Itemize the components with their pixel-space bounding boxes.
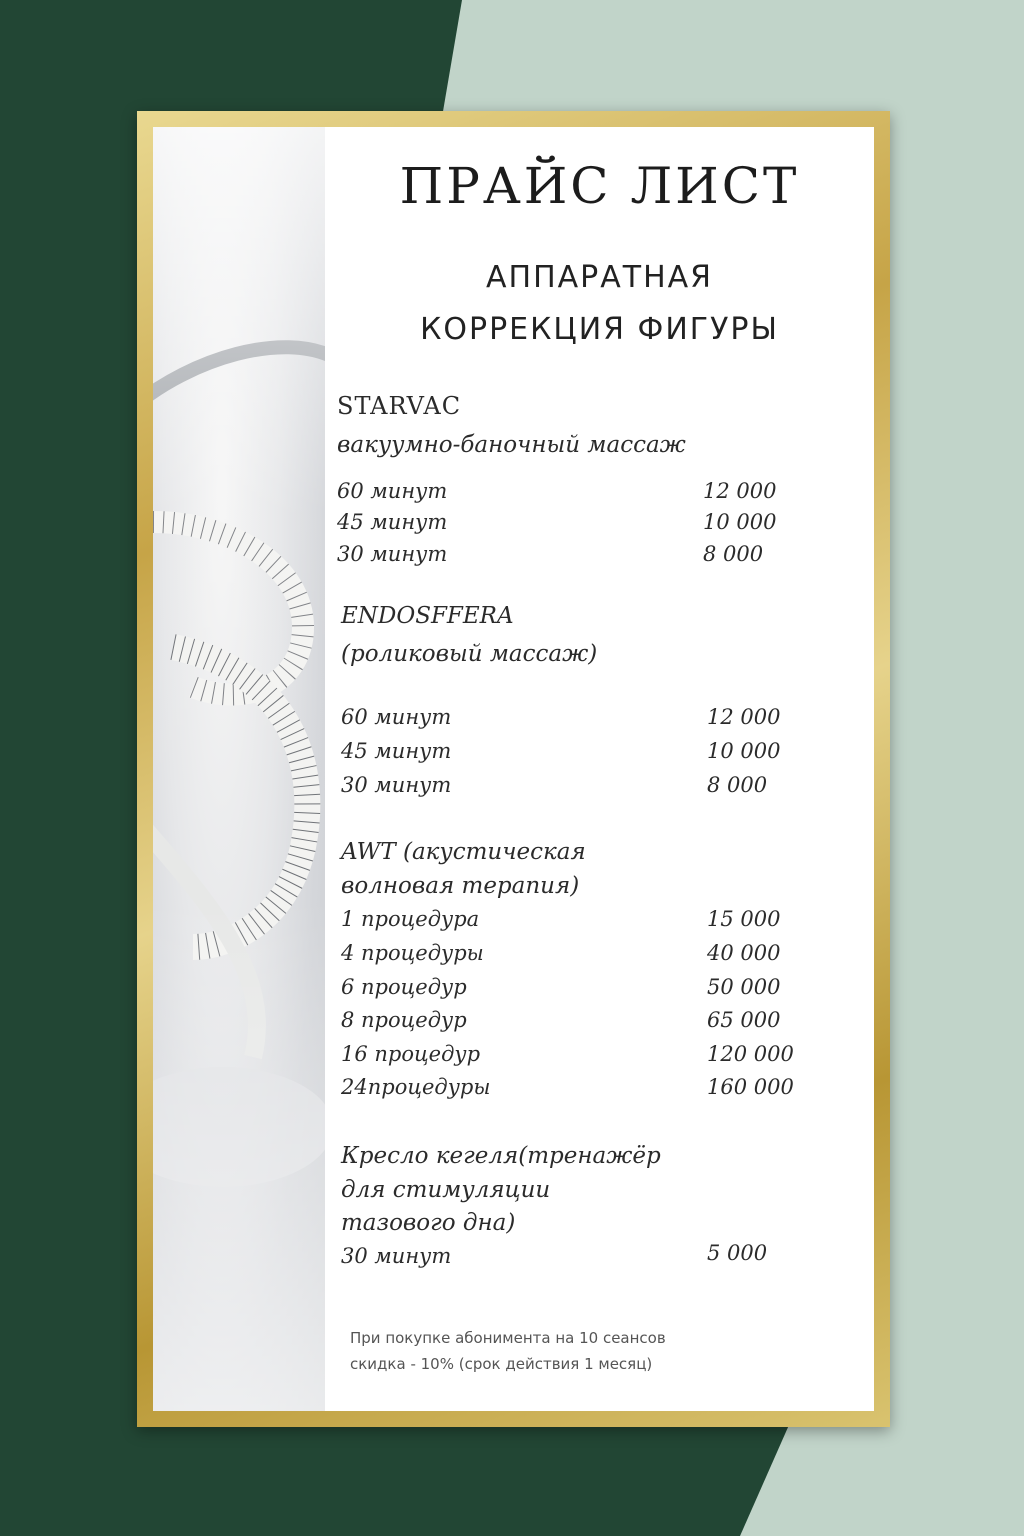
- price-row-label: 1 процедура: [341, 907, 480, 931]
- price-row-value: 8 000: [703, 542, 764, 566]
- section-subheading-kegel: тазового дна): [341, 1210, 516, 1236]
- section-heading-endosffera: ENDOSFFERA: [341, 603, 514, 629]
- price-row-label: 24процедуры: [341, 1075, 491, 1099]
- section-heading-starvac: STARVAC: [337, 392, 462, 420]
- price-row-label: 60 минут: [337, 479, 448, 503]
- page-subtitle: [325, 252, 874, 356]
- price-row-label: 45 минут: [337, 510, 448, 534]
- measuring-tape-photo: [153, 127, 325, 1411]
- price-row-value: 5 000: [707, 1241, 768, 1265]
- price-row-value: 10 000: [707, 739, 781, 763]
- price-row-value: 12 000: [703, 479, 777, 503]
- measuring-tape-illustration: [153, 127, 325, 1411]
- price-row-label: 6 процедур: [341, 975, 467, 999]
- note-line: При покупке абонимента на 10 сеансов: [350, 1329, 666, 1347]
- price-row-label: 45 минут: [341, 739, 452, 763]
- price-row-value: 12 000: [707, 705, 781, 729]
- price-row-value: 40 000: [707, 941, 781, 965]
- price-row-value: 160 000: [707, 1075, 794, 1099]
- price-row-label: 30 минут: [341, 1244, 452, 1268]
- section-subheading-starvac: вакуумно-баночный массаж: [337, 432, 686, 458]
- section-subheading-kegel: для стимуляции: [341, 1177, 551, 1203]
- subtitle-line: КОРРЕКЦИЯ ФИГУРЫ: [420, 312, 779, 347]
- price-row-value: 15 000: [707, 907, 781, 931]
- price-row-value: 50 000: [707, 975, 781, 999]
- gold-frame: [137, 111, 890, 1427]
- section-heading-kegel: Кресло кегеля(тренажёр: [341, 1143, 661, 1169]
- subtitle-line: АППАРАТНАЯ: [485, 260, 714, 295]
- page-title: ПРАЙС ЛИСТ: [399, 157, 800, 215]
- price-list-card: [153, 127, 874, 1411]
- price-row-label: 8 процедур: [341, 1008, 467, 1032]
- price-row-value: 120 000: [707, 1042, 794, 1066]
- price-row-label: 30 минут: [341, 773, 452, 797]
- price-row-value: 10 000: [703, 510, 777, 534]
- section-subheading-endosffera: (роликовый массаж): [341, 641, 598, 667]
- price-row-label: 30 минут: [337, 542, 448, 566]
- discount-note: [350, 1325, 770, 1377]
- price-row-value: 8 000: [707, 773, 768, 797]
- price-row-label: 4 процедуры: [341, 941, 484, 965]
- price-row-value: 65 000: [707, 1008, 781, 1032]
- section-heading-awt: AWT (акустическая: [341, 839, 586, 865]
- note-line: скидка - 10% (срок действия 1 месяц): [350, 1355, 653, 1373]
- price-list-content: [325, 127, 874, 1411]
- section-subheading-awt: волновая терапия): [341, 873, 580, 899]
- price-row-label: 16 процедур: [341, 1042, 481, 1066]
- price-row-label: 60 минут: [341, 705, 452, 729]
